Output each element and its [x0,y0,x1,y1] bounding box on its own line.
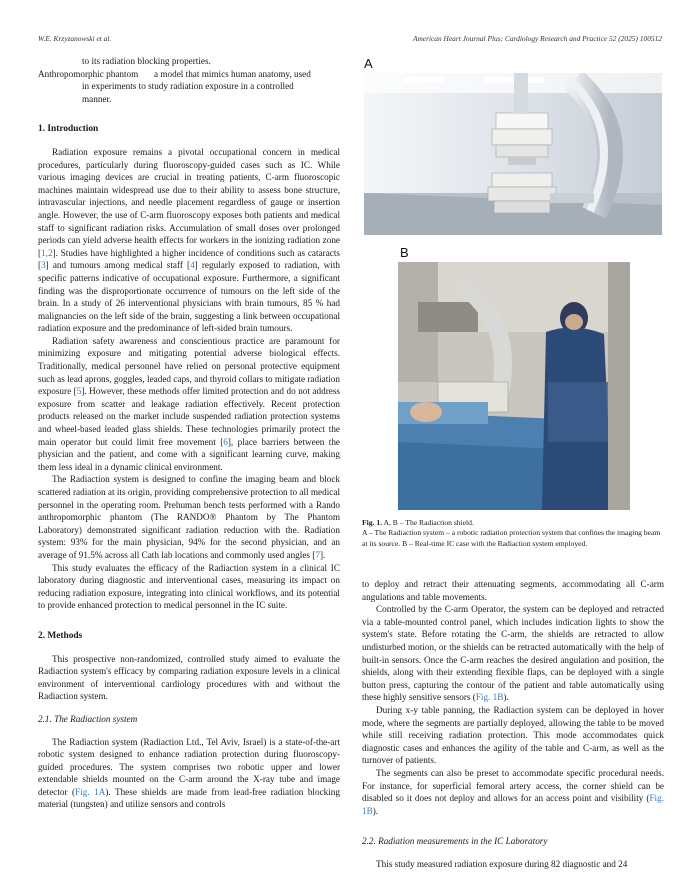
figure-caption-body: A – The Radiaction system – a robotic radiation protection system that confines the imaging beam at its source. B – Real-time IC case with the Radiaction system employed. [362,528,661,548]
subsection-paragraph-1: The Radiaction system (Radiaction Ltd., Tel Aviv, Israel) is a state-of-the-art robotic system designed to enhance radiation protection during fluoroscopy-guided procedures. The system comprises two robotic upper and lower extendable shields mounted on the C-arm around the X-ray tube and image detector (Fig. 1A). These shields are made from lead-free radiation blocking material (tungsten) and utilize sensors and controls [38,736,340,810]
right-column-text [362,578,664,870]
intro-paragraph-1: Radiation exposure remains a pivotal occupational concern in medical procedures, particularly during fluoroscopy-guided cases such as IC. While various imaging devices are crucial in treating patients, C-arm fluoroscopic machines maintain widespread use due to their ability to assess bone structure, intravascular injections, and needle placement regardless of gauge or insertion angle. However, the use of C-arm fluoroscopy exposes both patients and medical staff to significant radiation risks. Accumulation of small doses over prolonged periods can yield adverse health effects for workers in the ionizing radiation zone [1,2]. Studies have highlighted a higher incidence of conditions such as cataracts [3] and tumours among medical staff [4] regularly exposed to radiation, with specific patterns indicative of occupational exposure. Furthermore, a significant finding was the disproportionate occurrence of tumours on the left side of the brain. In a study of 26 interventional physicians with brain tumours, 85 % had malignancies on the left side of the brain, suggesting a link between occupational radiation exposure and the predominance of left-sided brain tumours. [38,146,340,334]
figure-1a-photo [364,73,662,235]
right-paragraph-5: This study measured radiation exposure during 82 diagnostic and 24 [376,858,628,869]
intro-paragraph-2: Radiation safety awareness and conscientious practice are paramount for minimizing exposure and mitigating potential adverse biological effects. Traditionally, medical personnel have relied on personal protective equipment such as lead aprons, goggles, leaded caps, and thyroid collars to mitigate radiation exposure [5]. However, these methods offer limited protection and do not address exposure from scatter and leakage radiation effectively. Recent protection products released on the market include suspended radiation protection systems and wheel-based leaded glass shields. These technologies primarily protect the main operator but could limit free movement [6], place barriers between the physician and the patient, and come with a significant learning curve, making them less ideal in a dynamic clinical environment. [38,335,341,472]
figure-reference-link[interactable]: Fig. 1B [475,692,504,703]
figure-1b-photo [398,262,630,510]
citation-link[interactable]: 7 [315,549,320,560]
running-header-authors: W.E. Krzyzanowski et al. [38,34,112,43]
subsection-heading-radiation-measurements: 2.2. Radiation measurements in the IC Laboratory [362,836,548,847]
figure-caption-title: Fig. 1. A, B – The Radiaction shield. [362,518,474,527]
glossary-continuation: to its radiation blocking properties. [82,56,211,66]
figure-caption [362,518,664,549]
methods-paragraph-1: This prospective non-randomized, controlled study aimed to evaluate the Radiaction system's efficacy by comparing radiation exposure levels in a clinical environment of interventional cardiology procedures with and without the Radiaction system. [38,653,340,702]
intro-paragraph-4: This study evaluates the efficacy of the Radiaction system in a clinical IC laboratory during diagnostic and interventional cases, measuring its impact on reducing radiation exposure, integrating into clinical workflows, and its potential to provide enhanced protection to medical personnel in the IC suite. [38,562,340,611]
radiaction-system-illustration [364,73,662,235]
glossary-definition-a: a model that mimics human anatomy, used [154,68,311,79]
figure-panel-label-a: A [364,56,373,71]
right-paragraph-2: Controlled by the C-arm Operator, the system can be deployed and retracted via a table-mounted control panel, which includes indication lights to show the system's state. Before rotating the C-arm, the shields are retracted to allow undisturbed motion, or the shields can be retracted automatically with the help of built-in sensors. Once the C-arm reaches the desired angulation and position, the shields, along with their extending flexible flaps, can be deployed with a single button press, capturing the contour of the patient and table automatically using these highly sensitive sensors (Fig. 1B). [362,604,664,703]
left-column [38,55,340,811]
citation-link[interactable]: 1,2 [41,247,53,258]
citation-link[interactable]: 4 [190,260,195,271]
right-paragraph-3: During x-y table panning, the Radiaction system can be deployed in hover mode, where the segments are partially deployed, allowing the table to be moved while still receiving radiation protection. This mode accommodates quick diagnostic cases and enhances the agility of the table and C-arm, as well as the turnover of patients. [362,704,664,766]
citation-link[interactable]: 5 [76,386,82,397]
glossary-definition-b: in experiments to study radiation exposure in a controlled [82,81,294,92]
ic-case-illustration [398,262,630,510]
citation-link[interactable]: 3 [41,260,46,271]
glossary-definition-c: manner. [82,93,112,104]
right-paragraph-1: to deploy and retract their attenuating segments, accommodating all C-arm angulations and table movements. [362,579,664,602]
citation-link[interactable]: 6 [223,436,228,447]
figure-reference-link[interactable]: Fig. 1B [362,793,664,816]
figure-reference-link[interactable]: Fig. 1A [75,786,106,797]
running-header-journal: American Heart Journal Plus: Cardiology Research and Practice 52 (2025) 100512 [412,34,662,43]
intro-paragraph-3: The Radiaction system is designed to confine the imaging beam and block scattered radiation at its origin, providing comprehensive protection to all medical personnel in the operating room. Prehuman bench tests performed with a Rando anthropomorphic phantom (The RANDO® Phantom by The Phantom Laboratory) demonstrated significant radiation reduction with the. Radiation system: 93% for the main physician, 94% for the second physician, and an average of 91.5% across all Cath lab locations and commonly used angles [7]. [38,474,340,560]
glossary-term: Anthropomorphic phantom [38,68,139,79]
section-heading-methods: 2. Methods [38,630,83,641]
figure-panel-label-b: B [400,245,409,260]
figure-caption-number: Fig. 1. [362,518,383,527]
section-heading-introduction: 1. Introduction [38,124,99,135]
right-paragraph-4: The segments can also be preset to accommodate specific procedural needs. For instance, for superficial femoral artery access, the corner shield can be disabled so it does not deploy and allows for an access point and visibility (Fig. 1B). [362,767,664,816]
subsection-heading-radiaction-system: 2.1. The Radiaction system [38,713,138,724]
glossary-entry [38,68,340,81]
